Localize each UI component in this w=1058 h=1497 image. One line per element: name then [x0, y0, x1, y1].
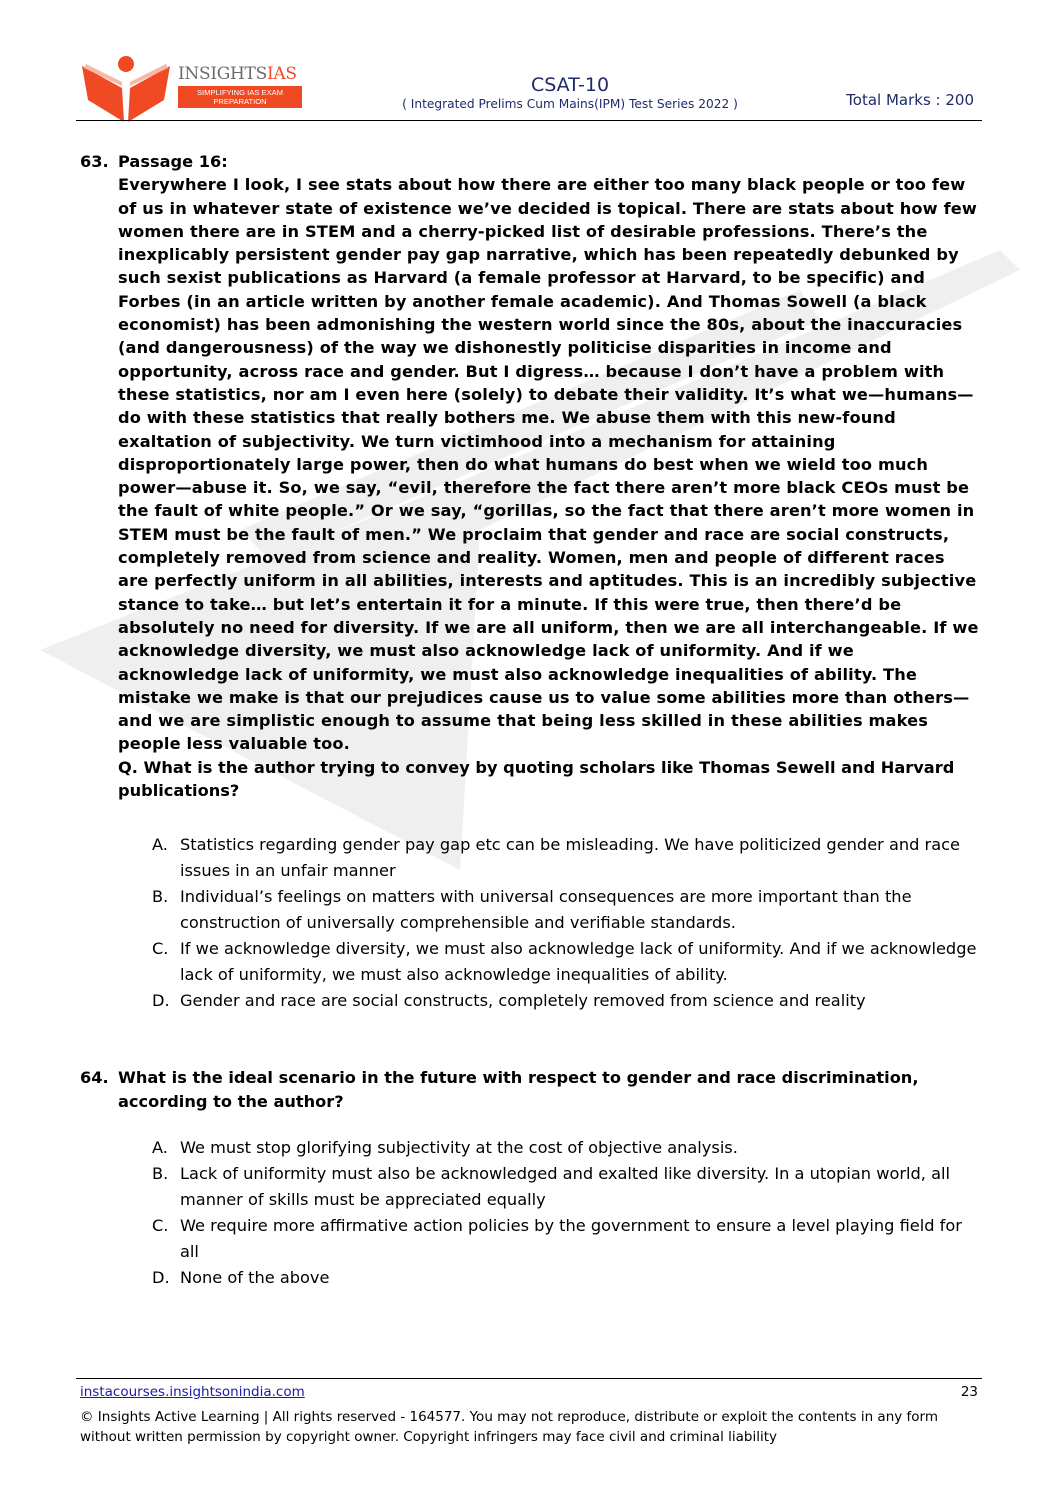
question-header	[80, 150, 980, 173]
option-text: None of the above	[180, 1267, 330, 1287]
test-subtitle: ( Integrated Prelims Cum Mains(IPM) Test Series 2022 )	[402, 97, 738, 111]
question-prompt: What is the ideal scenario in the future with respect to gender and race discrimination, according to the author?	[118, 1068, 919, 1111]
option-text: We must stop glorifying subjectivity at the cost of objective analysis.	[180, 1137, 738, 1157]
option-b[interactable]	[152, 1161, 980, 1213]
option-c[interactable]	[152, 1213, 980, 1265]
option-letter: C.	[152, 1215, 169, 1235]
option-text: Lack of uniformity must also be acknowledged and exalted like diversity. In a utopian world, all manner of skills must be appreciated equally	[180, 1163, 950, 1209]
title-block	[380, 74, 760, 112]
option-c[interactable]	[152, 936, 980, 988]
option-a[interactable]	[152, 832, 980, 884]
question-prompt: Q. What is the author trying to convey by quoting scholars like Thomas Sewell and Harvard publications?	[118, 757, 955, 801]
copyright-notice: © Insights Active Learning | All rights reserved - 164577. You may not reproduce, distribute or exploit the contents in any form without written permission by copyright owner. Copyright infringers may face civil and criminal liability	[80, 1409, 939, 1445]
option-letter: C.	[152, 939, 169, 959]
option-text: We require more affirmative action policies by the government to ensure a level playing field for all	[180, 1215, 962, 1261]
website-link[interactable]: instacourses.insightsonindia.com	[80, 1384, 305, 1400]
option-d[interactable]	[152, 1265, 980, 1291]
option-d[interactable]	[152, 988, 980, 1014]
total-marks: Total Marks : 200	[846, 91, 974, 109]
option-letter: A.	[152, 835, 168, 855]
insightsias-logo	[78, 52, 318, 124]
test-title: CSAT-10	[530, 74, 610, 96]
option-text: If we acknowledge diversity, we must also acknowledge lack of uniformity. And if we acknowledge lack of uniformity, we must also acknowledge inequalities of ability.	[180, 939, 977, 985]
question-header	[80, 1066, 980, 1113]
option-letter: D.	[152, 991, 170, 1011]
answer-options	[152, 832, 980, 1014]
option-text: Statistics regarding gender pay gap etc can be misleading. We have politicized gender and race issues in an unfair manner	[180, 835, 960, 881]
option-letter: D.	[152, 1267, 170, 1287]
open-book-person-icon	[78, 52, 174, 124]
question-number: 63.	[80, 152, 109, 171]
option-text: Gender and race are social constructs, completely removed from science and reality	[180, 991, 866, 1011]
option-b[interactable]	[152, 884, 980, 936]
option-letter: B.	[152, 887, 169, 907]
option-text: Individual’s feelings on matters with universal consequences are more important than the construction of universally comprehensible and verifiable standards.	[180, 887, 912, 933]
question-content	[80, 150, 980, 1291]
header-divider	[76, 120, 982, 121]
footer-divider	[76, 1378, 982, 1379]
logo-wordmark: INSIGHTSIAS	[178, 64, 297, 84]
passage-text: Everywhere I look, I see stats about how there are either too many black people or too few of us in whatever state of existence we’ve decided is topical. There are stats about how few women there are in STEM and a cherry-picked list of desirable professions. There’s the inexplicably persistent gender pay gap narrative, which has been repeatedly debunked by such sexist publications as Harvard (a female professor at Harvard, to be specific) and Forbes (in an article written by another female academic). And Thomas Sowell (a black economist) has been admonishing the western world since the 80s, about the inaccuracies (and dangerousness) of the way we dishonestly politicise disparities in income and opportunity, across race and gender. But I digress… because I don’t have a problem with these statistics, nor am I even here (solely) to debate their validity. It’s what we—humans—do with these statistics that really bothers me. We abuse them with this new-found exaltation of subjectivity. We turn victimhood into a mechanism for attaining disproportionately large power, then do what humans do best when we wield too much power—abuse it. So, we say, “evil, therefore the fact there aren’t more black CEOs must be the fault of white people.” Or we say, “gorillas, so the fact that there aren’t more women in STEM must be the fault of men.” We proclaim that gender and race are social constructs, completely removed from science and reality. Women, men and people of different races are perfectly uniform in all abilities, interests and aptitudes. This is an incredibly subjective stance to take… but let’s entertain it for a minute. If this were true, then there’d be absolutely no need for diversity. If we are all uniform, then we are all interchangeable. If we acknowledge diversity, we must also acknowledge lack of uniformity. And if we acknowledge lack of uniformity, we must also acknowledge inequalities of ability. The mistake we make is that our prejudices cause us to value some abilities more than others—and we are simplistic enough to assume that being less skilled in these abilities makes people less valuable too.	[118, 175, 979, 754]
option-letter: B.	[152, 1163, 169, 1183]
passage-heading: Passage 16:	[118, 152, 228, 171]
question-number: 64.	[80, 1068, 109, 1088]
question-64	[80, 1066, 980, 1291]
option-letter: A.	[152, 1137, 168, 1157]
page-number: 23	[960, 1384, 978, 1400]
page-header	[0, 0, 1058, 125]
question-63	[80, 150, 980, 1014]
answer-options	[152, 1135, 980, 1291]
logo-tagline: SIMPLIFYING IAS EXAM PREPARATION	[178, 86, 302, 108]
option-a[interactable]	[152, 1135, 980, 1161]
